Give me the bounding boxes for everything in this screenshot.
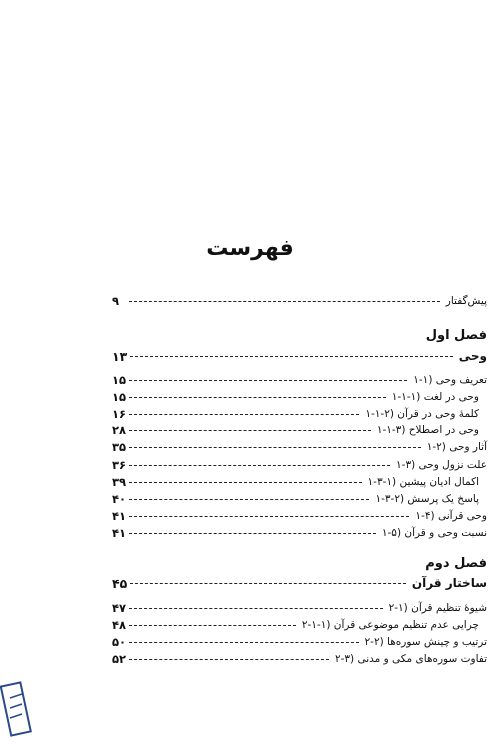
toc-label: ساختار قرآن (411, 576, 487, 590)
toc-page-number: ۱۵ (112, 390, 127, 404)
dotted-leader (129, 659, 329, 660)
toc-entry[interactable] (112, 649, 487, 669)
toc-label: ۱-۳-۱) اکمال ادیان پیشین (367, 476, 479, 488)
page-title: فهرست (206, 236, 294, 261)
dotted-leader (129, 397, 386, 398)
toc-label: ۱-۳-۲) پاسخ یک پرسش (375, 493, 479, 505)
dotted-leader (129, 625, 296, 626)
toc-page-number: ۱۵ (112, 373, 127, 387)
toc-page-number: ۴۷ (112, 601, 127, 615)
toc-label: ۱-۲) آثار وحی (426, 441, 487, 453)
dotted-leader (129, 533, 376, 534)
toc-entry[interactable] (112, 523, 487, 543)
toc-entry-main[interactable] (112, 573, 487, 593)
dotted-leader (129, 414, 359, 415)
toc-page-number: ۱۳ (112, 348, 128, 364)
library-stamp-mark (0, 680, 40, 750)
toc-page-number: ۴۸ (112, 618, 127, 632)
dotted-leader (129, 301, 440, 302)
dotted-leader (129, 430, 371, 431)
chapter-heading-1: فصل اول (425, 328, 487, 343)
toc-label: ۲-۲) ترتیب و چینش سوره‌ها (364, 636, 487, 648)
dotted-leader (129, 465, 390, 466)
toc-page-number: ۳۶ (112, 458, 127, 472)
dotted-leader (130, 583, 406, 584)
toc-page-number: ۴۱ (112, 509, 127, 523)
toc-page-number: ۵۰ (112, 635, 127, 649)
toc-label: وحی (458, 349, 487, 363)
toc-entry[interactable] (112, 437, 487, 457)
toc-entry-preface[interactable] (112, 291, 487, 311)
toc-label: ۱-۴) وحی قرآنی (415, 510, 487, 522)
toc-label: ۱-۱) تعریف وحی (413, 374, 487, 386)
toc-page-number: ۳۹ (112, 475, 127, 489)
toc-page-number: ۹ (112, 294, 120, 308)
toc-page-number: ۴۵ (112, 575, 128, 591)
toc-page-number: ۲۸ (112, 423, 127, 437)
toc-entry-main[interactable] (112, 346, 487, 366)
toc-label: ۲-۳) تفاوت سوره‌های مکی و مدنی (334, 653, 487, 665)
toc-label: ۱-۳) علت نزول وحی (396, 459, 487, 471)
toc-label: ۱-۵) نسبت وحی و قرآن (381, 527, 487, 539)
toc-page-number: ۵۲ (112, 652, 127, 666)
toc-page-number: ۴۰ (112, 492, 127, 506)
toc-label: ۲-۱) شیوهٔ تنظیم قرآن (388, 602, 487, 614)
dotted-leader (129, 380, 407, 381)
toc-label: پیش‌گفتار (445, 295, 487, 307)
toc-page-number: ۱۶ (112, 407, 127, 421)
dotted-leader (129, 447, 421, 448)
toc-label: ۲-۱-۱) چرایی عدم تنظیم موضوعی قرآن (301, 619, 479, 631)
chapter-heading-2: فصل دوم (425, 556, 487, 571)
toc-label: ۱-۱-۳) وحی در اصطلاح (376, 424, 479, 436)
dotted-leader (129, 642, 358, 643)
toc-label: ۱-۱-۲) کلمهٔ وحی در قرآن (365, 408, 479, 420)
dotted-leader (129, 608, 383, 609)
dotted-leader (129, 482, 361, 483)
dotted-leader (130, 356, 452, 357)
toc-page-number: ۳۵ (112, 440, 127, 454)
dotted-leader (129, 499, 369, 500)
toc-label: ۱-۱-۱) وحی در لغت (391, 391, 479, 403)
dotted-leader (129, 516, 409, 517)
toc-page-number: ۴۱ (112, 526, 127, 540)
